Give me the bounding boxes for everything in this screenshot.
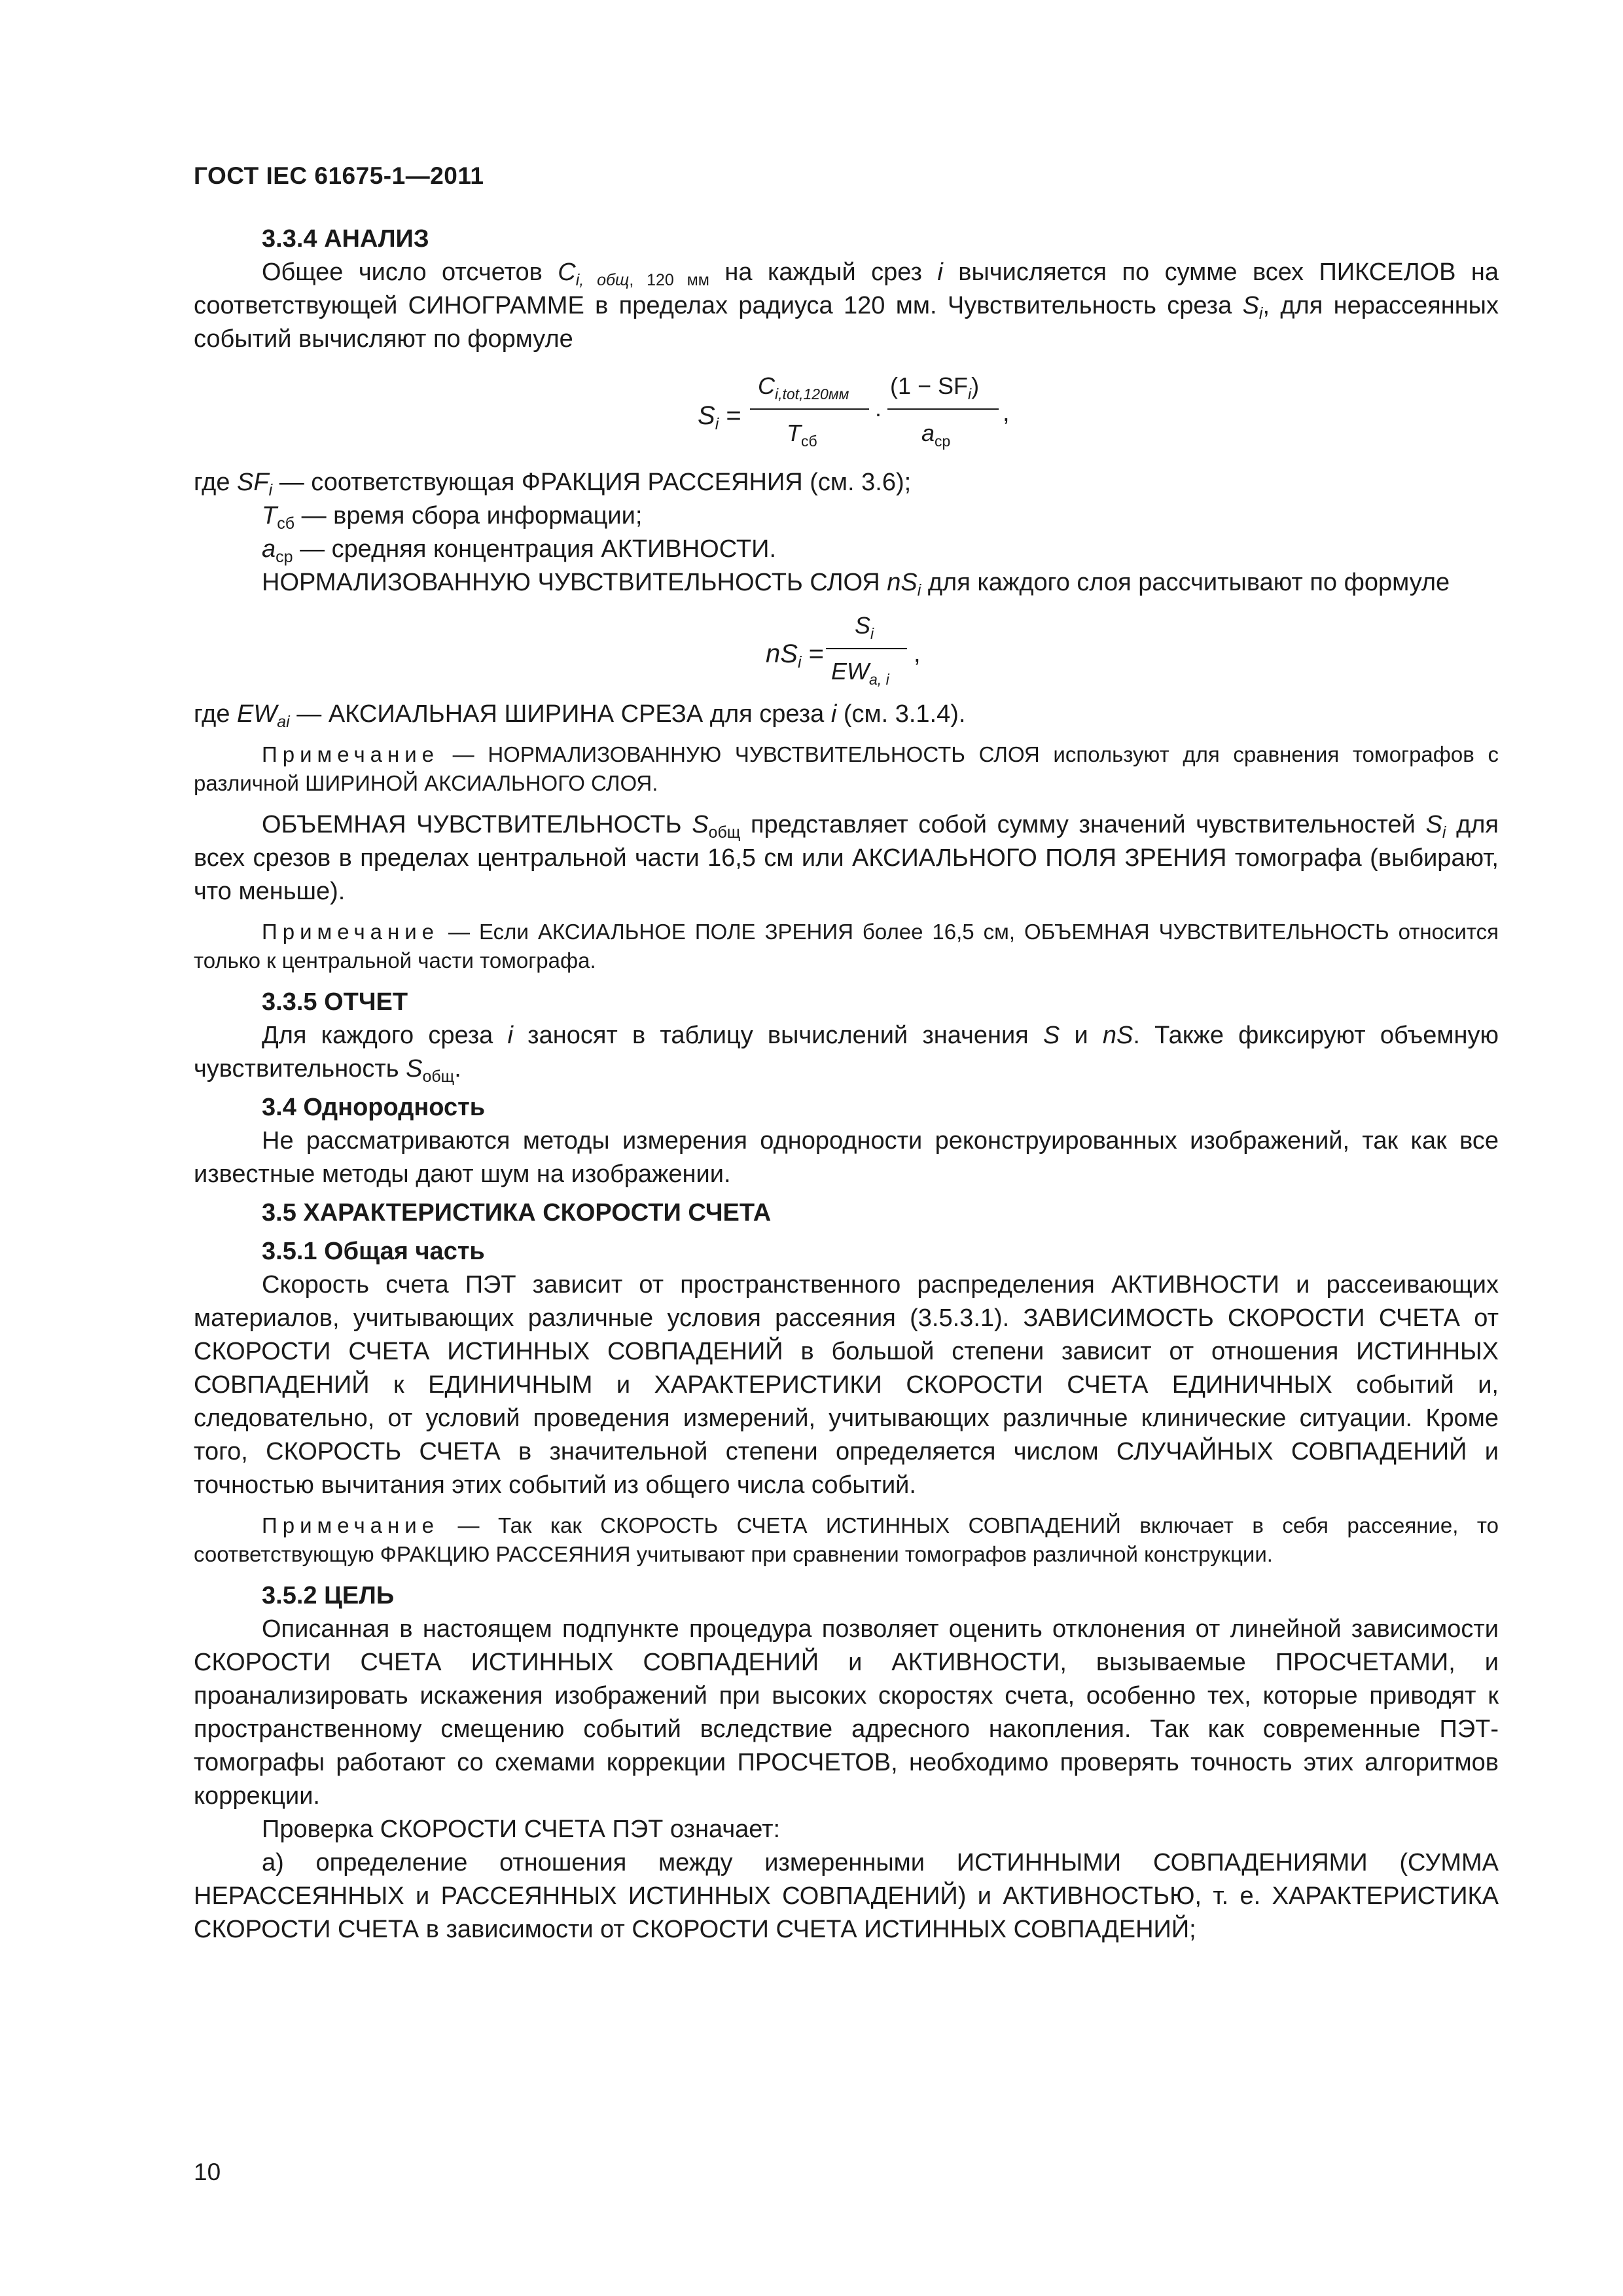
list-item-a: а) определение отношения между измеренными ИСТИННЫМИ СОВПАДЕНИЯМИ (СУММА НЕРАССЕЯННЫХ и РАССЕЯННЫХ ИСТИННЫХ СОВПАДЕНИЙ) и АКТИВНОСТЬЮ, т. е. ХАРАКТЕРИСТИКА СКОРОСТИ СЧЕТА в зависимости от СКОРОСТИ СЧЕТА ИСТИННЫХ СОВПАДЕНИЙ; bbox=[194, 1849, 1499, 1943]
formula1-fraction-line-1 bbox=[750, 408, 869, 410]
paragraph-volume-sensitivity: ОБЪЕМНАЯ ЧУВСТВИТЕЛЬНОСТЬ $S_{общ}$ представляет собой сумму значений чувствительностей $S_i$ для всех срезов в пределах центральной части 16,5 см или АКСИАЛЬНОГО ПОЛЯ ЗРЕНИЯ томографа (выбирают, что меньше). bbox=[194, 811, 1499, 905]
formula1-dot: · bbox=[874, 400, 882, 427]
note-2: Примечание — Если АКСИАЛЬНОЕ ПОЛЕ ЗРЕНИЯ более 16,5 см, ОБЪЕМНАЯ ЧУВСТВИТЕЛЬНОСТЬ относится только к центральной части томографа. bbox=[194, 920, 1499, 973]
section-title-3-5-1: 3.5.1 Общая часть bbox=[262, 1238, 485, 1265]
paragraph-general: Скорость счета ПЭТ зависит от пространственного распределения АКТИВНОСТИ и рассеивающих материалов, учитывающих различные условия рассеяния (3.5.3.1). ЗАВИСИМОСТЬ СКОРОСТИ СЧЕТА от СКОРОСТИ СЧЕТА ИСТИННЫХ СОВПАДЕНИЙ в большой степени зависит от отношения ИСТИННЫХ СОВПАДЕНИЙ к ЕДИНИЧНЫМ и ХАРАКТЕРИСТИКИ СКОРОСТИ СЧЕТА ЕДИНИЧНЫХ событий и, следовательно, от условий проведения измерений, учитывающих различные клинические ситуации. Кроме того, СКОРОСТЬ СЧЕТА в значительной степени определяется числом СЛУЧАЙНЫХ СОВПАДЕНИЙ и точностью вычитания этих событий из общего числа событий. bbox=[194, 1271, 1499, 1499]
paragraph-normalized-sensitivity: НОРМАЛИЗОВАННУЮ ЧУВСТВИТЕЛЬНОСТЬ СЛОЯ $nS_i$ для каждого слоя рассчитывают по формуле bbox=[262, 569, 1450, 600]
formula2-fraction-line bbox=[826, 648, 907, 649]
definition-ew: где $EW_{ai}$ — АКСИАЛЬНАЯ ШИРИНА СРЕЗА для среза i (см. 3.1.4). bbox=[194, 700, 966, 731]
formula2-lhs: $nS_i$ = bbox=[766, 639, 824, 672]
paragraph-analysis: Общее число отсчетов $C_{i, общ, 120 мм}$ на каждый срез i вычисляется по сумме всех ПИКСЕЛОВ на соответствующей СИНОГРАММЕ в пределах радиуса 120 мм. Чувствительность среза $S_i$, для нерассеянных событий вычисляют по формуле bbox=[194, 259, 1499, 353]
document-header: ГОСТ IEC 61675-1—2011 bbox=[194, 162, 484, 189]
definition-sf: где $SF_i$ — соответствующая ФРАКЦИЯ РАССЕЯНИЯ (см. 3.6); bbox=[194, 469, 912, 499]
formula-normalized-sensitivity bbox=[194, 600, 1499, 698]
formula1-comma: , bbox=[1003, 399, 1010, 427]
section-title-3-3-4: 3.3.4 АНАЛИЗ bbox=[262, 225, 429, 253]
formula1-den1: $T_{сб}$ bbox=[787, 420, 817, 450]
definition-a: $a_{ср}$ — средняя концентрация АКТИВНОСТИ. bbox=[262, 535, 777, 566]
formula1-den2: $a_{ср}$ bbox=[921, 420, 951, 450]
page-number: 10 bbox=[194, 2159, 221, 2185]
formula2-den: $EW_{a, i}$ bbox=[831, 658, 889, 688]
formula1-lhs: $S_i$ = bbox=[698, 401, 741, 433]
note-3: Примечание — Так как СКОРОСТЬ СЧЕТА ИСТИННЫХ СОВПАДЕНИЙ включает в себя рассеяние, то соответствующую ФРАКЦИЮ РАССЕЯНИЯ учитывают при сравнении томографов различной конструкции. bbox=[194, 1513, 1499, 1566]
paragraph-report: Для каждого среза i заносят в таблицу вычислений значения S и nS. Также фиксируют объемную чувствительность $S_{общ}$. bbox=[194, 1022, 1499, 1086]
paragraph-uniformity: Не рассматриваются методы измерения однородности реконструированных изображений, так как все известные методы дают шум на изображении. bbox=[194, 1127, 1499, 1188]
formula1-num2: $(1 - SF_i)$ bbox=[890, 372, 980, 403]
paragraph-check: Проверка СКОРОСТИ СЧЕТА ПЭТ означает: bbox=[262, 1816, 781, 1843]
note-1: Примечание — НОРМАЛИЗОВАННУЮ ЧУВСТВИТЕЛЬНОСТЬ СЛОЯ используют для сравнения томографов с различной ШИРИНОЙ АКСИАЛЬНОГО СЛОЯ. bbox=[194, 742, 1499, 795]
formula2-comma: , bbox=[914, 640, 921, 668]
page-content bbox=[194, 223, 1499, 1946]
formula1-fraction-line-2 bbox=[887, 408, 999, 410]
formula1-num1: $C_{i,tot,120мм}$ bbox=[758, 372, 849, 403]
definition-t: $T_{сб}$ — время сбора информации; bbox=[262, 502, 643, 533]
section-title-3-5-2: 3.5.2 ЦЕЛЬ bbox=[262, 1582, 395, 1609]
formula2-num: $S_i$ bbox=[855, 612, 874, 642]
section-title-3-5: 3.5 ХАРАКТЕРИСТИКА СКОРОСТИ СЧЕТА bbox=[262, 1199, 772, 1227]
paragraph-purpose: Описанная в настоящем подпункте процедура позволяет оценить отклонения от линейной зависимости СКОРОСТИ СЧЕТА ИСТИННЫХ СОВПАДЕНИЙ и АКТИВНОСТИ, вызываемые ПРОСЧЕТАМИ, и проанализировать искажения изображений при высоких скоростях счета, особенно тех, которые приводят к пространственному смещению событий вследствие адресного накопления. Так как современные ПЭТ-томографы работают со схемами коррекции ПРОСЧЕТОВ, необходимо проверять точность этих алгоритмов коррекции. bbox=[194, 1615, 1499, 1810]
section-title-3-3-5: 3.3.5 ОТЧЕТ bbox=[262, 988, 408, 1016]
section-title-3-4: 3.4 Однородность bbox=[262, 1094, 486, 1121]
formula-slice-sensitivity bbox=[194, 356, 1499, 466]
